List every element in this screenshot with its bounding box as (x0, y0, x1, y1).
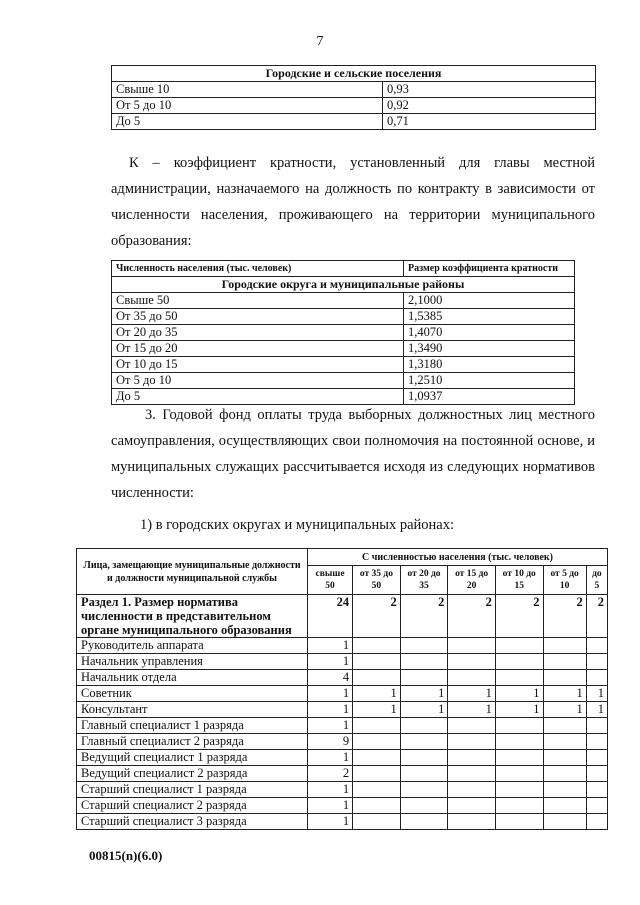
column-header: до 5 (586, 566, 607, 595)
table-row: Главный специалист 2 разряда 9 (77, 734, 608, 750)
table-row: Начальник управления 1 (77, 654, 608, 670)
paragraph-coefficient: К – коэффициент кратности, установленный для главы местной администрации, назначаемого на должность по контракту в зависимости от численности населения, проживающего на территории муниципального образования: (111, 155, 595, 249)
paragraph-payroll: 3. Годовой фонд оплаты труда выборных должностных лиц местного самоуправления, осуществляющих свои полномочия на постоянной основе, и муниципальных служащих рассчитывается исходя из следующих нормативов численности: (111, 407, 595, 501)
column-header: от 10 до 15 (495, 566, 543, 595)
coefficient-table (111, 260, 575, 405)
column-header: от 5 до 10 (543, 566, 586, 595)
page-number: 7 (316, 34, 324, 49)
column-header: от 35 до 50 (353, 566, 401, 595)
table-row: От 5 до 10 0,92 (112, 98, 596, 114)
table-row: От 15 до 20 1,3490 (112, 341, 575, 357)
table-row: От 35 до 50 1,5385 (112, 309, 575, 325)
staffing-norms-table (76, 548, 608, 830)
population-header: С численностью населения (тыс. человек) (308, 549, 608, 566)
table-row: От 10 до 15 1,3180 (112, 357, 575, 373)
table-row: До 5 1,0937 (112, 389, 575, 405)
column-header: свыше 50 (308, 566, 353, 595)
column-header: от 20 до 35 (400, 566, 448, 595)
table-row: Руководитель аппарата 1 (77, 638, 608, 654)
settlements-table (111, 65, 596, 130)
table-row: Главный специалист 1 разряда 1 (77, 718, 608, 734)
paragraph-subitem: 1) в городских округах и муниципальных районах: (140, 517, 455, 533)
table-row: От 5 до 10 1,2510 (112, 373, 575, 389)
table-row: Старший специалист 2 разряда 1 (77, 798, 608, 814)
table-row: Старший специалист 1 разряда 1 (77, 782, 608, 798)
column-header: Численность населения (тыс. человек) (112, 261, 404, 277)
table-row: Консультант 1 1 1 1 1 1 1 (77, 702, 608, 718)
table-row: Свыше 50 2,1000 (112, 293, 575, 309)
table-row: Ведущий специалист 2 разряда 2 (77, 766, 608, 782)
table-row: До 5 0,71 (112, 114, 596, 130)
table-row: От 20 до 35 1,4070 (112, 325, 575, 341)
table-row: Начальник отдела 4 (77, 670, 608, 686)
column-header: от 15 до 20 (448, 566, 496, 595)
left-header: Лица, замещающие муниципальные должности и должности муниципальной службы (77, 549, 308, 595)
column-header: Размер коэффициента кратности (404, 261, 575, 277)
group-heading: Городские округа и муниципальные районы (112, 277, 575, 293)
document-code: 00815(n)(6.0) (89, 848, 163, 863)
table-row: Советник 1 1 1 1 1 1 1 (77, 686, 608, 702)
table-row: Старший специалист 3 разряда 1 (77, 814, 608, 830)
table-row: Ведущий специалист 1 разряда 1 (77, 750, 608, 766)
table-heading: Городские и сельские поселения (112, 66, 596, 82)
section-row: Раздел 1. Размер норматива численности в представительном органе муниципального образования 24 2 2 2 2 2 2 (77, 595, 608, 638)
table-row: Свыше 10 0,93 (112, 82, 596, 98)
